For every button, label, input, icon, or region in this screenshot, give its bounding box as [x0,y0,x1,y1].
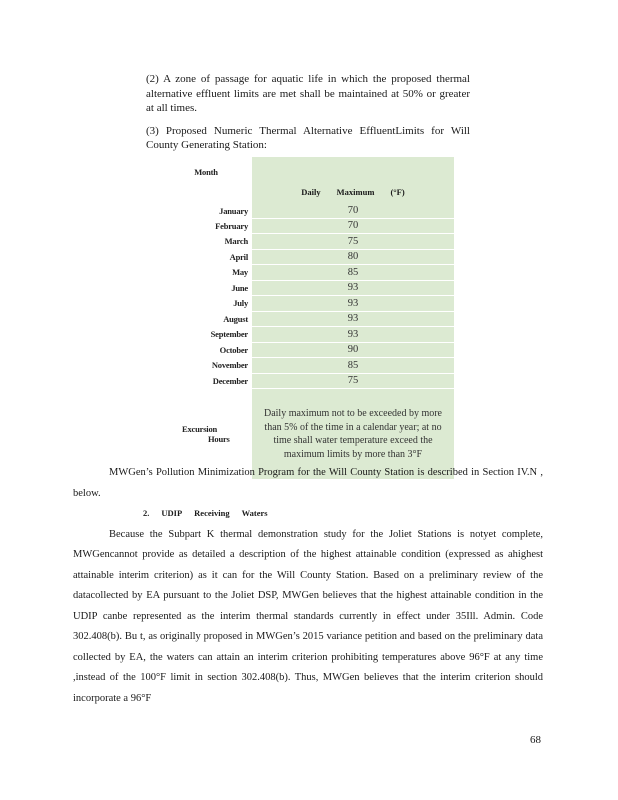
table-row [164,358,454,374]
month-cell: November [211,360,248,371]
subheading-udip: UDIP [161,508,183,518]
table-row [164,218,454,234]
month-cell: September [210,329,248,340]
value-cell: 93 [252,296,454,312]
body-section [73,463,543,709]
section-subheading [143,508,268,518]
intro-paragraph-2: (2) A zone of passage for aquatic life in which the proposed thermal alternative effluent limits are met shall be maintained at 50% or greater at all times. [146,73,470,114]
value-cell: 70 [252,203,454,218]
table-row [164,203,454,218]
table-header-row [164,157,454,203]
intro-paragraph-3: (3) Proposed Numeric Thermal Alternative EffluentLimits for Will County Generating Station: [146,124,470,151]
body-paragraph-1: MWGen’s Pollution Minimization Program for the Will County Station is described in Section IV.N , below. [73,467,543,499]
maximum-header: Maximum [336,187,375,197]
value-cell: 75 [252,373,454,389]
table-row [164,265,454,281]
table-row [164,311,454,327]
value-cell: 85 [252,265,454,281]
value-cell: 93 [252,311,454,327]
value-cell: 93 [252,280,454,296]
table-row [164,234,454,250]
subheading-receiving: Receiving [194,508,230,518]
table-row [164,373,454,389]
month-cell: October [219,344,248,355]
table-row [164,296,454,312]
value-cell: 70 [252,218,454,234]
month-cell: February [215,220,248,231]
excursion-label: Excursion [182,423,218,434]
month-cell: January [219,205,248,216]
excursion-description: Daily maximum not to be exceeded by more than 5% of the time in a calendar year; at no time shall water temperature exceed the maximum limits by more than 3°F [252,389,454,480]
daily-maximum-column-header [252,157,454,203]
body-paragraph-2: Because the Subpart K thermal demonstration study for the Joliet Stations is notyet complete, MWGencannot provide as detailed a description of the highest attainable condition (expressed as ahighest attainable interim criterion) as it can for the Will County Station. Based on a preliminary review of the datacollected by EA pursuant to the Joliet DSP, MWGen believes that the highest attainable condition in the UDIP canbe represented as the interim thermal standards currently in effect under 35Ill. Admin. Code 302.408(b). Bu t, as originally proposed in MWGen’s 2015 variance petition and based on the preliminary data collected by EA, the waters can attain an interim criterion prohibiting temperatures above 96°F at any time ,instead of the 100°F limit in section 302.408(b). Thus, MWGen believes that the interim criterion should incorporate a 96°F [73,528,543,704]
unit-header: (°F) [390,187,405,197]
value-cell: 80 [252,249,454,265]
subheading-waters: Waters [241,508,268,518]
value-cell: 85 [252,358,454,374]
table-row [164,249,454,265]
subheading-number: 2. [143,508,150,518]
intro-section [146,72,470,161]
table-row [164,327,454,343]
value-cell: 93 [252,327,454,343]
month-cell: December [212,375,248,386]
month-cell: March [224,236,248,247]
thermal-limits-table [164,157,454,479]
page-number: 68 [530,734,541,746]
value-cell: 75 [252,234,454,250]
value-cell: 90 [252,342,454,358]
month-cell: May [232,267,248,278]
month-cell: July [233,298,248,309]
month-cell: August [223,313,248,324]
hours-label: Hours [208,433,230,444]
table-row [164,342,454,358]
month-column-header: Month [194,167,218,177]
table-row [164,280,454,296]
month-cell: April [229,251,248,262]
daily-header: Daily [301,187,321,197]
month-cell: June [231,282,248,293]
